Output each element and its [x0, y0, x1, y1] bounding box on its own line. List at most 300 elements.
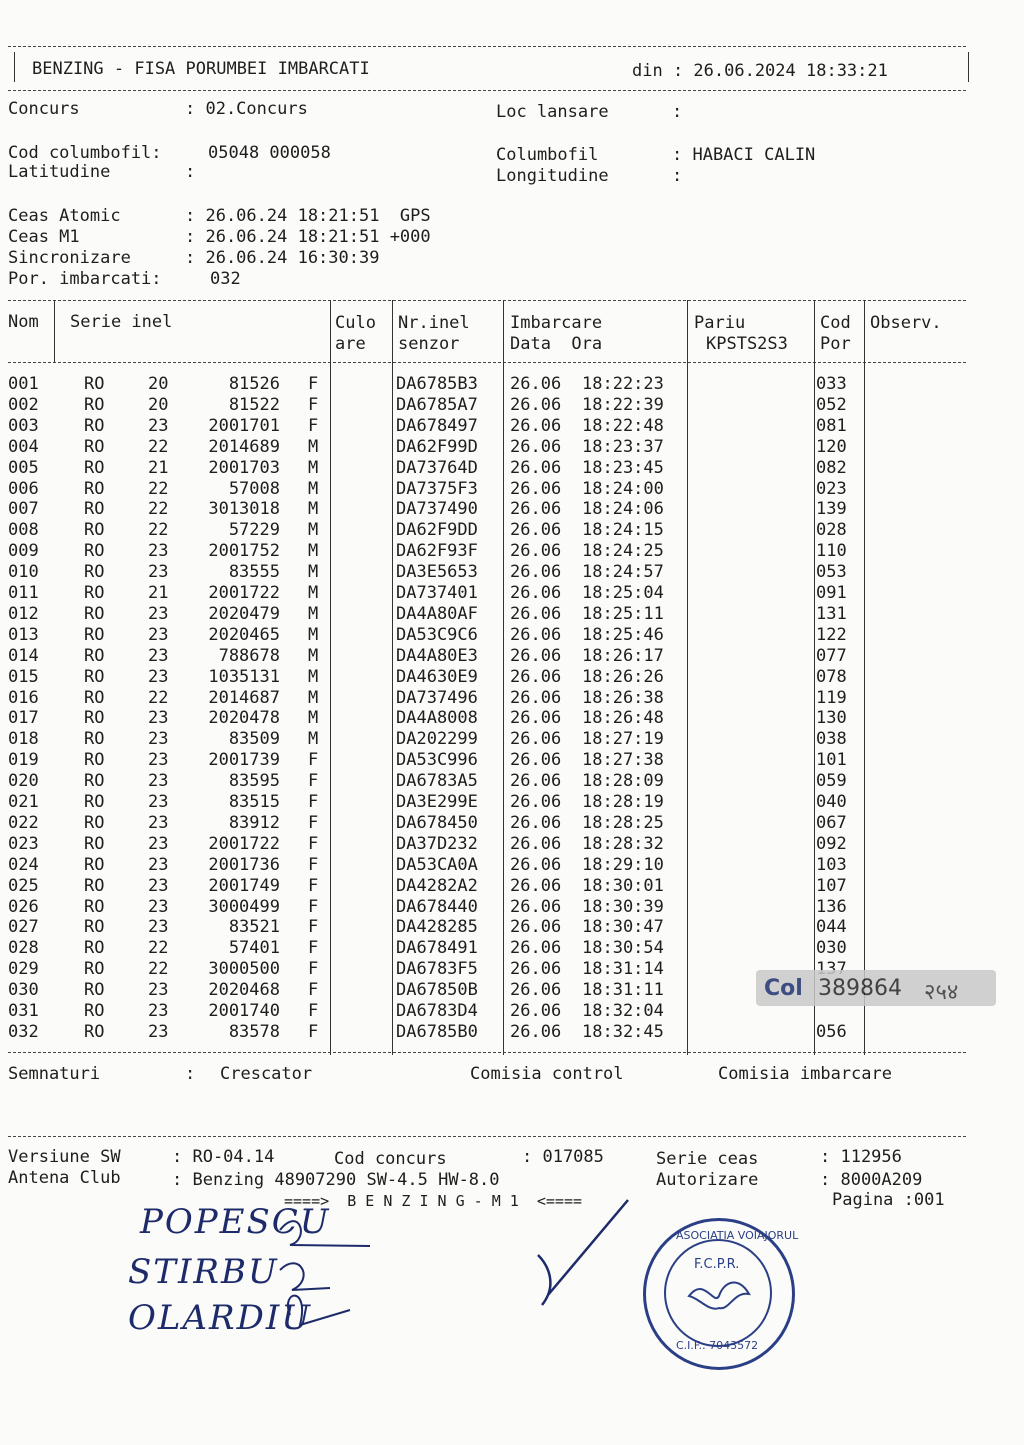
row-sex: F — [308, 854, 319, 875]
row-cod-por: 120 — [816, 436, 847, 457]
row-country: RO — [84, 980, 105, 1001]
row-ring-number: 81522 — [228, 394, 280, 415]
row-ring-number: 2001701 — [208, 415, 280, 436]
row-cod-por: 059 — [816, 771, 847, 792]
row-date: 26.06 — [510, 583, 562, 603]
row-number: 029 — [8, 959, 39, 980]
row-country: RO — [84, 812, 105, 833]
stamp-bottom-text: C.I.F.: 7043572 — [676, 1339, 759, 1352]
row-sex: F — [308, 1021, 319, 1042]
concurs-value: : 02.Concurs — [185, 99, 308, 119]
row-country: RO — [84, 875, 105, 896]
row-time: 18:29:10 — [582, 854, 664, 875]
row-date: 26.06 — [510, 875, 562, 896]
antena-club-label: Antena Club — [8, 1168, 121, 1188]
row-sex: F — [308, 394, 319, 415]
row-sensor-id: DA53C996 — [396, 750, 478, 771]
row-sex: M — [308, 499, 319, 520]
row-sensor-id: DA53C9C6 — [396, 624, 478, 645]
row-country: RO — [84, 374, 105, 394]
row-cod-por: 030 — [816, 938, 847, 959]
row-date: 26.06 — [510, 687, 562, 708]
row-sensor-id: DA53CA0A — [396, 854, 478, 875]
row-country: RO — [84, 457, 105, 478]
row-date: 26.06 — [510, 854, 562, 875]
row-time: 18:30:01 — [582, 875, 664, 896]
row-sex: M — [308, 583, 319, 603]
latitudine-value: : — [185, 162, 196, 182]
col-header-por: Por — [820, 334, 851, 354]
row-time: 18:25:11 — [582, 603, 664, 624]
row-number: 019 — [8, 750, 39, 771]
row-time: 18:23:45 — [582, 457, 664, 478]
report-date: din : 26.06.2024 18:33:21 — [632, 61, 888, 81]
row-number: 028 — [8, 938, 39, 959]
table-row — [8, 604, 958, 625]
row-ring-number: 83521 — [228, 917, 280, 938]
longitudine-value: : — [672, 166, 683, 186]
row-number: 024 — [8, 854, 39, 875]
row-year: 22 — [148, 938, 169, 959]
row-sex: F — [308, 875, 319, 896]
row-sex: F — [308, 959, 319, 980]
crescator-label: Crescator — [220, 1064, 313, 1084]
row-year: 23 — [148, 729, 169, 750]
columbofil-label: Columbofil — [496, 145, 599, 165]
row-time: 18:26:48 — [582, 708, 664, 729]
ceas-m1-value: : 26.06.24 18:21:51 +000 — [185, 227, 431, 247]
row-ring-number: 83912 — [228, 812, 280, 833]
row-ring-number: 2001740 — [208, 1001, 280, 1021]
row-year: 22 — [148, 499, 169, 520]
row-sex: F — [308, 980, 319, 1001]
row-year: 23 — [148, 980, 169, 1001]
table-row — [8, 729, 958, 750]
row-ring-number: 2014689 — [208, 436, 280, 457]
row-date: 26.06 — [510, 499, 562, 520]
row-number: 021 — [8, 792, 39, 812]
col-header-serie-inel: Serie inel — [70, 312, 173, 332]
row-country: RO — [84, 645, 105, 666]
row-sex: M — [308, 562, 319, 583]
row-time: 18:28:25 — [582, 812, 664, 833]
row-sensor-id: DA62F93F — [396, 541, 478, 562]
row-sensor-id: DA62F9DD — [396, 520, 478, 541]
header-right-border — [968, 52, 969, 82]
row-cod-por: 082 — [816, 457, 847, 478]
row-date: 26.06 — [510, 415, 562, 436]
row-ring-number: 83509 — [228, 729, 280, 750]
row-cod-por: 053 — [816, 562, 847, 583]
row-year: 23 — [148, 854, 169, 875]
row-ring-number: 2001749 — [208, 875, 280, 896]
row-time: 18:24:57 — [582, 562, 664, 583]
table-row — [8, 646, 958, 667]
table-bottom-rule — [8, 1052, 966, 1053]
row-year: 23 — [148, 917, 169, 938]
row-sex: M — [308, 666, 319, 687]
row-date: 26.06 — [510, 562, 562, 583]
row-country: RO — [84, 938, 105, 959]
row-sex: M — [308, 541, 319, 562]
row-country: RO — [84, 771, 105, 792]
row-sensor-id: DA428285 — [396, 917, 478, 938]
row-date: 26.06 — [510, 812, 562, 833]
row-sensor-id: DA4A8008 — [396, 708, 478, 729]
row-country: RO — [84, 959, 105, 980]
row-time: 18:26:17 — [582, 645, 664, 666]
row-country: RO — [84, 750, 105, 771]
row-country: RO — [84, 833, 105, 854]
row-number: 023 — [8, 833, 39, 854]
table-row — [8, 1022, 958, 1043]
row-sex: F — [308, 812, 319, 833]
row-year: 22 — [148, 520, 169, 541]
row-ring-number: 81526 — [228, 374, 280, 394]
row-country: RO — [84, 917, 105, 938]
row-date: 26.06 — [510, 959, 562, 980]
row-sex: F — [308, 415, 319, 436]
row-time: 18:25:04 — [582, 583, 664, 603]
row-time: 18:27:19 — [582, 729, 664, 750]
row-year: 23 — [148, 624, 169, 645]
autorizare-label: Autorizare — [656, 1170, 759, 1190]
row-number: 026 — [8, 896, 39, 917]
row-sex: M — [308, 687, 319, 708]
row-country: RO — [84, 854, 105, 875]
row-sex: F — [308, 750, 319, 771]
row-date: 26.06 — [510, 771, 562, 792]
row-date: 26.06 — [510, 666, 562, 687]
table-row — [8, 520, 958, 541]
row-sensor-id: DA3E299E — [396, 792, 478, 812]
loc-lansare-label: Loc lansare — [496, 102, 609, 122]
row-cod-por: 091 — [816, 583, 847, 603]
row-ring-number: 2014687 — [208, 687, 280, 708]
row-country: RO — [84, 792, 105, 812]
row-sensor-id: DA678440 — [396, 896, 478, 917]
row-year: 22 — [148, 959, 169, 980]
row-year: 23 — [148, 1021, 169, 1042]
table-row — [8, 813, 958, 834]
row-year: 23 — [148, 541, 169, 562]
row-country: RO — [84, 499, 105, 520]
semnaturi-colon: : — [185, 1064, 196, 1084]
row-time: 18:32:45 — [582, 1021, 664, 1042]
row-country: RO — [84, 436, 105, 457]
benzing-banner: ====> B E N Z I N G - M 1 <==== — [284, 1192, 583, 1210]
row-sensor-id: DA37D232 — [396, 833, 478, 854]
table-row — [8, 374, 958, 395]
row-ring-number: 2001739 — [208, 750, 280, 771]
sincronizare-label: Sincronizare — [8, 248, 131, 268]
row-year: 21 — [148, 457, 169, 478]
row-cod-por: 081 — [816, 415, 847, 436]
col-header-cod: Cod — [820, 313, 851, 333]
row-ring-number: 57008 — [228, 478, 280, 499]
row-year: 22 — [148, 436, 169, 457]
row-cod-por: 110 — [816, 541, 847, 562]
row-year: 23 — [148, 771, 169, 792]
row-ring-number: 1035131 — [208, 666, 280, 687]
row-country: RO — [84, 478, 105, 499]
row-sex: M — [308, 603, 319, 624]
row-time: 18:26:26 — [582, 666, 664, 687]
row-ring-number: 788678 — [218, 645, 280, 666]
row-number: 022 — [8, 812, 39, 833]
table-row — [8, 499, 958, 520]
col-header-senzor: senzor — [398, 334, 460, 354]
row-year: 23 — [148, 645, 169, 666]
row-time: 18:23:37 — [582, 436, 664, 457]
table-header-rule — [8, 362, 966, 363]
sincronizare-value: : 26.06.24 16:30:39 — [185, 248, 380, 268]
signature-scribbles — [270, 1200, 390, 1340]
row-number: 020 — [8, 771, 39, 792]
row-sex: F — [308, 792, 319, 812]
row-time: 18:26:38 — [582, 687, 664, 708]
row-ring-number: 2001722 — [208, 583, 280, 603]
row-ring-number: 3000500 — [208, 959, 280, 980]
bird-emblem-icon — [684, 1276, 754, 1316]
comisia-imbarcare-label: Comisia imbarcare — [718, 1064, 892, 1084]
stamp-center-text: F.C.P.R. — [694, 1257, 740, 1272]
col-header-nr-inel: Nr.inel — [398, 313, 470, 333]
row-year: 23 — [148, 750, 169, 771]
row-time: 18:22:23 — [582, 374, 664, 394]
row-date: 26.06 — [510, 708, 562, 729]
row-cod-por: 101 — [816, 750, 847, 771]
row-country: RO — [84, 729, 105, 750]
table-row — [8, 750, 958, 771]
autorizare-value: : 8000A209 — [820, 1170, 923, 1190]
row-sensor-id: DA737490 — [396, 499, 478, 520]
longitudine-label: Longitudine — [496, 166, 609, 186]
row-number: 012 — [8, 603, 39, 624]
row-ring-number: 2001736 — [208, 854, 280, 875]
row-ring-number: 83578 — [228, 1021, 280, 1042]
cod-concurs-value: : 017085 — [522, 1147, 604, 1167]
table-row — [8, 938, 958, 959]
row-cod-por: 131 — [816, 603, 847, 624]
row-sex: F — [308, 896, 319, 917]
row-cod-por: 028 — [816, 520, 847, 541]
row-cod-por: 052 — [816, 394, 847, 415]
row-sex: M — [308, 645, 319, 666]
row-ring-number: 2020478 — [208, 708, 280, 729]
row-date: 26.06 — [510, 750, 562, 771]
row-sex: F — [308, 938, 319, 959]
col-sep — [54, 300, 55, 362]
versiune-sw-label: Versiune SW — [8, 1147, 121, 1167]
row-sex: M — [308, 478, 319, 499]
table-row — [8, 437, 958, 458]
table-row — [8, 834, 958, 855]
table-row — [8, 688, 958, 709]
row-number: 016 — [8, 687, 39, 708]
row-number: 011 — [8, 583, 39, 603]
col-header-pariu: Pariu — [694, 313, 746, 333]
row-cod-por: 056 — [816, 1021, 847, 1042]
row-cod-por: 119 — [816, 687, 847, 708]
table-row — [8, 917, 958, 938]
row-sensor-id: DA4630E9 — [396, 666, 478, 687]
row-country: RO — [84, 603, 105, 624]
row-sex: M — [308, 729, 319, 750]
comisia-control-label: Comisia control — [470, 1064, 624, 1084]
table-row — [8, 876, 958, 897]
col-header-culoare-2: are — [335, 334, 366, 354]
row-ring-number: 57229 — [228, 520, 280, 541]
cod-columbofil-value: 05048 000058 — [208, 143, 331, 163]
row-sensor-id: DA678497 — [396, 415, 478, 436]
row-country: RO — [84, 394, 105, 415]
row-number: 009 — [8, 541, 39, 562]
row-date: 26.06 — [510, 645, 562, 666]
row-sensor-id: DA3E5653 — [396, 562, 478, 583]
row-ring-number: 3013018 — [208, 499, 280, 520]
row-number: 014 — [8, 645, 39, 666]
row-cod-por: 038 — [816, 729, 847, 750]
table-row — [8, 855, 958, 876]
col-header-nom: Nom — [8, 312, 39, 332]
col-sticker — [756, 970, 996, 1006]
table-row — [8, 771, 958, 792]
row-cod-por: 136 — [816, 896, 847, 917]
row-number: 017 — [8, 708, 39, 729]
row-ring-number: 83555 — [228, 562, 280, 583]
table-row — [8, 562, 958, 583]
col-header-kpsts2s3: KPSTS2S3 — [706, 334, 788, 354]
row-time: 18:30:54 — [582, 938, 664, 959]
row-sensor-id: DA678491 — [396, 938, 478, 959]
row-year: 22 — [148, 687, 169, 708]
row-year: 23 — [148, 833, 169, 854]
row-country: RO — [84, 541, 105, 562]
row-sensor-id: DA6785B0 — [396, 1021, 478, 1042]
row-number: 032 — [8, 1021, 39, 1042]
ceas-atomic-label: Ceas Atomic — [8, 206, 121, 226]
cod-concurs-label: Cod concurs — [334, 1149, 447, 1169]
row-number: 008 — [8, 520, 39, 541]
row-ring-number: 3000499 — [208, 896, 280, 917]
row-time: 18:31:14 — [582, 959, 664, 980]
row-time: 18:32:04 — [582, 1001, 664, 1021]
row-sensor-id: DA202299 — [396, 729, 478, 750]
row-date: 26.06 — [510, 917, 562, 938]
row-number: 003 — [8, 415, 39, 436]
row-ring-number: 2001752 — [208, 541, 280, 562]
row-number: 018 — [8, 729, 39, 750]
table-row — [8, 416, 958, 437]
row-sensor-id: DA73764D — [396, 457, 478, 478]
table-row — [8, 583, 958, 604]
row-sensor-id: DA7375F3 — [396, 478, 478, 499]
row-sex: F — [308, 917, 319, 938]
row-sex: M — [308, 436, 319, 457]
col-header-imbarcare: Imbarcare — [510, 313, 603, 333]
semnaturi-label: Semnaturi — [8, 1064, 101, 1084]
table-row — [8, 395, 958, 416]
row-time: 18:22:39 — [582, 394, 664, 415]
row-sensor-id: DA678450 — [396, 812, 478, 833]
row-cod-por: 033 — [816, 374, 847, 394]
table-row — [8, 625, 958, 646]
serie-ceas-value: : 112956 — [820, 1147, 902, 1167]
row-sex: F — [308, 833, 319, 854]
row-time: 18:25:46 — [582, 624, 664, 645]
row-time: 18:30:39 — [582, 896, 664, 917]
row-number: 002 — [8, 394, 39, 415]
sticker-suffix: २५४ — [924, 980, 959, 1005]
cod-columbofil-label: Cod columbofil: — [8, 143, 162, 163]
association-stamp — [643, 1218, 799, 1370]
latitudine-label: Latitudine — [8, 162, 111, 182]
row-number: 030 — [8, 980, 39, 1001]
row-number: 006 — [8, 478, 39, 499]
row-sex: M — [308, 457, 319, 478]
row-number: 025 — [8, 875, 39, 896]
row-country: RO — [84, 583, 105, 603]
columbofil-value: : HABACI CALIN — [672, 145, 816, 165]
table-row — [8, 667, 958, 688]
pagina-number: Pagina :001 — [832, 1190, 945, 1210]
row-cod-por: 078 — [816, 666, 847, 687]
row-country: RO — [84, 666, 105, 687]
row-date: 26.06 — [510, 896, 562, 917]
row-time: 18:31:11 — [582, 980, 664, 1001]
header-left-border — [14, 52, 15, 82]
col-header-data-ora: Data Ora — [510, 334, 603, 354]
table-row — [8, 458, 958, 479]
row-date: 26.06 — [510, 980, 562, 1001]
row-ring-number: 2020479 — [208, 603, 280, 624]
row-country: RO — [84, 1001, 105, 1021]
row-date: 26.06 — [510, 729, 562, 750]
row-date: 26.06 — [510, 541, 562, 562]
row-date: 26.06 — [510, 1001, 562, 1021]
row-time: 18:28:19 — [582, 792, 664, 812]
table-row — [8, 708, 958, 729]
header-top-rule — [8, 46, 966, 47]
row-sex: F — [308, 1001, 319, 1021]
row-cod-por: 092 — [816, 833, 847, 854]
serie-ceas-label: Serie ceas — [656, 1149, 759, 1169]
row-ring-number: 2001703 — [208, 457, 280, 478]
row-year: 20 — [148, 394, 169, 415]
row-number: 010 — [8, 562, 39, 583]
row-date: 26.06 — [510, 478, 562, 499]
header-bottom-rule — [8, 90, 966, 91]
row-time: 18:24:25 — [582, 541, 664, 562]
row-sex: F — [308, 771, 319, 792]
row-number: 031 — [8, 1001, 39, 1021]
table-top-rule — [8, 300, 966, 301]
row-number: 004 — [8, 436, 39, 457]
row-date: 26.06 — [510, 520, 562, 541]
porumbei-imbarcati-value: 032 — [210, 269, 241, 289]
row-date: 26.06 — [510, 457, 562, 478]
row-cod-por: 122 — [816, 624, 847, 645]
row-sensor-id: DA62F99D — [396, 436, 478, 457]
row-year: 23 — [148, 896, 169, 917]
handwritten-name-1: POPESCU — [140, 1202, 331, 1242]
handwritten-name-3: OLARDIU — [128, 1298, 312, 1338]
row-country: RO — [84, 415, 105, 436]
row-time: 18:28:09 — [582, 771, 664, 792]
row-time: 18:24:00 — [582, 478, 664, 499]
row-sensor-id: DA737496 — [396, 687, 478, 708]
